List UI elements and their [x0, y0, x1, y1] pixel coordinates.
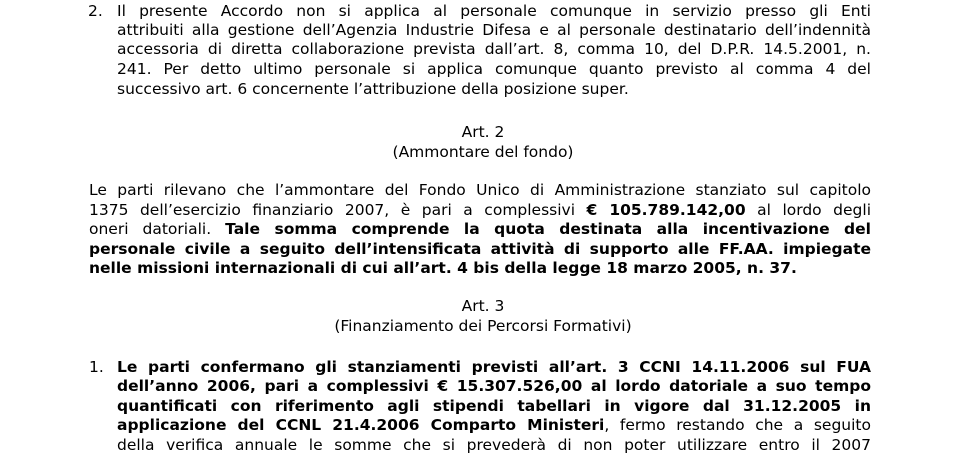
art-2-heading: Art. 2 [461, 123, 505, 141]
fund-amount: € 105.789.142,00 [586, 201, 746, 219]
art-3-heading: Art. 3 [461, 297, 505, 315]
art-2-line-4: personale civile a seguito dell’intensificata attività di supporto alle FF.AA. impiegate [89, 240, 871, 258]
item-2-line-4: 241. Per detto ultimo personale si applica comunque quanto previsto al comma 4 del [117, 60, 871, 78]
art-3-item-1-number: 1. [89, 358, 104, 376]
art-3-item-1-line-4: applicazione del CCNL 21.4.2006 Comparto Ministeri, fermo restando che a seguito [117, 416, 871, 434]
art-2-line-5: nelle missioni internazionali di cui all’art. 4 bis della legge 18 marzo 2005, n. 37. [89, 259, 797, 277]
item-2-line-2: attribuiti alla gestione dell’Agenzia Industrie Difesa e al personale destinatario dell’indennità [117, 21, 871, 39]
art-3-subheading: (Finanziamento dei Percorsi Formativi) [334, 317, 632, 335]
art-2-line-3: oneri datoriali. Tale somma comprende la quota destinata alla incentivazione del [89, 220, 871, 238]
item-2-line-5: successivo art. 6 concernente l’attribuzione della posizione super. [117, 80, 629, 98]
art-3-item-1-line-1: Le parti confermano gli stanziamenti previsti all’art. 3 CCNI 14.11.2006 sul FUA [117, 358, 871, 376]
art-2-subheading: (Ammontare del fondo) [392, 143, 574, 161]
item-2-line-3: accessoria di diretta collaborazione prevista dall’art. 8, comma 10, del D.P.R. 14.5.2001, n. [117, 40, 871, 58]
art-3-item-1-line-2: dell’anno 2006, pari a complessivi € 15.307.526,00 al lordo datoriale a suo tempo [117, 377, 871, 395]
art-3-item-1-line-3: quantificati con riferimento agli stipendi tabellari in vigore dal 31.12.2005 in [117, 397, 871, 415]
art-2-line-1: Le parti rilevano che l’ammontare del Fondo Unico di Amministrazione stanziato sul capitolo [89, 181, 871, 199]
art-2-line-2: 1375 dell’esercizio finanziario 2007, è pari a complessivi € 105.789.142,00 al lordo degli [89, 201, 872, 219]
item-2-line-1: Il presente Accordo non si applica al personale comunque in servizio presso gli Enti [117, 2, 871, 20]
art-3-item-1-line-5: della verifica annuale le somme che si prevederà di non poter utilizzare entro il 2007 [117, 436, 871, 454]
item-2-number: 2. [88, 2, 103, 20]
